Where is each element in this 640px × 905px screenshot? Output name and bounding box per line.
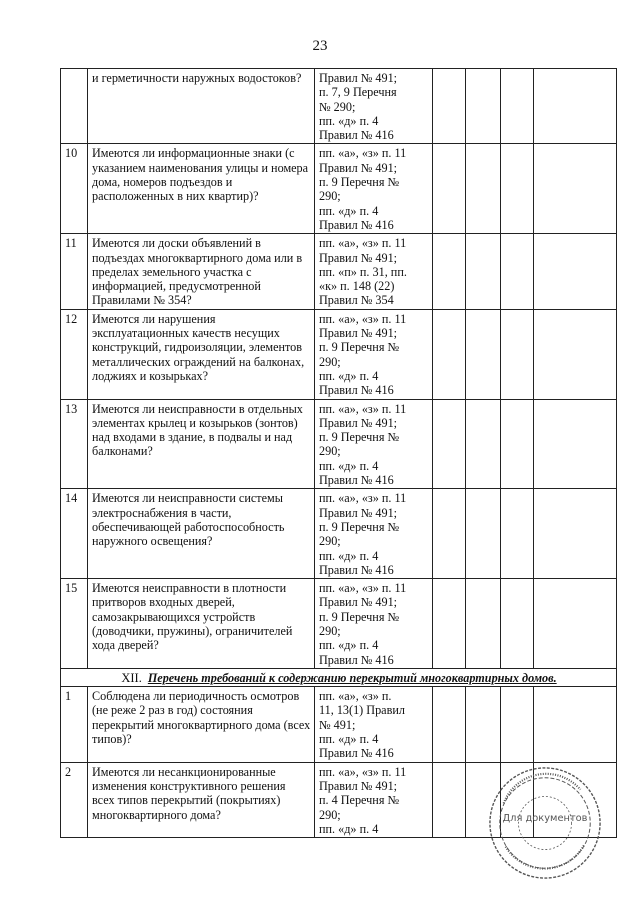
reference-line: Правил № 491; [319,160,398,175]
answer-cell [466,687,501,762]
answer-cell [433,687,466,762]
reference-line: Правил № 491; [319,778,398,793]
answer-cell [433,234,466,309]
reference-line: пп. «д» п. 4 [319,821,379,836]
answer-cell [433,69,466,144]
table-row [61,69,617,144]
answer-cell [534,579,617,669]
reference-line: пп. «а», «з» п. 11 [319,581,407,596]
answer-cell [534,309,617,399]
item-legal-references [315,489,433,579]
item-question: Имеются ли несанкционированные изменения конструктивного решения всех типов перекрытий (покрытиях) многоквартирного дома? [88,762,315,837]
reference-line: 290; [319,189,341,204]
answer-cell [501,399,534,489]
item-number: 11 [61,234,88,309]
answer-cell [501,234,534,309]
item-number: 14 [61,489,88,579]
reference-line: пп. «а», «з» п. 11 [319,401,407,416]
reference-line: Правил № 491; [319,250,398,265]
table-row [61,489,617,579]
reference-line: Правил № 491; [319,326,398,341]
document-stamp [486,764,604,882]
reference-line: п. 4 Перечня № [319,793,400,808]
item-question: Имеются ли доски объявлений в подъездах многоквартирного дома или в пределах земельного участка с информацией, предусмотренной Правилами № 354? [88,234,315,309]
table-row [61,234,617,309]
reference-line: Правил № 416 [319,217,394,232]
item-number: 12 [61,309,88,399]
reference-line: Правил № 416 [319,652,394,667]
table-row [61,579,617,669]
item-number [61,69,88,144]
reference-line: Правил № 354 [319,293,394,308]
section-header-row [61,668,617,686]
reference-line: пп. «д» п. 4 [319,548,379,563]
table-row [61,687,617,762]
reference-line: Правил № 416 [319,473,394,488]
answer-cell [466,489,501,579]
reference-line: 290; [319,623,341,638]
item-legal-references [315,234,433,309]
item-legal-references [315,687,433,762]
answer-cell [534,69,617,144]
reference-line: пп. «д» п. 4 [319,113,379,128]
reference-line: пп. «а», «з» п. 11 [319,236,407,251]
item-legal-references [315,579,433,669]
item-legal-references [315,69,433,144]
item-legal-references [315,144,433,234]
item-question: Имеются ли нарушения эксплуатационных качеств несущих конструкций, гидроизоляции, элементов металлических ограждений на балконах, лоджиях и козырьках? [88,309,315,399]
answer-cell [466,144,501,234]
answer-cell [501,579,534,669]
reference-line: Правил № 491; [319,71,398,85]
reference-line: пп. «а», «з» п. 11 [319,491,407,506]
item-number: 2 [61,762,88,837]
answer-cell [501,144,534,234]
reference-line: Правил № 491; [319,505,398,520]
reference-line: пп. «а», «з» п. 11 [319,764,407,779]
reference-line: пп. «п» п. 31, пп. [319,264,407,279]
item-question: Имеются ли неисправности в отдельных элементах крылец и козырьков (зонтов) над входами в здание, в подвалы и над балконами? [88,399,315,489]
reference-line: Правил № 416 [319,128,394,143]
reference-line: Правил № 491; [319,595,398,610]
item-legal-references [315,399,433,489]
answer-cell [433,144,466,234]
answer-cell [534,399,617,489]
item-number: 10 [61,144,88,234]
answer-cell [501,309,534,399]
reference-line: Правил № 416 [319,746,394,761]
answer-cell [501,489,534,579]
item-question: и герметичности наружных водостоков? [88,69,315,144]
page-number: 23 [312,38,328,54]
reference-line: Правил № 416 [319,383,394,398]
section-title: Перечень требований к содержанию перекрытий многоквартирных домов. [147,670,557,685]
item-question: Соблюдена ли периодичность осмотров (не реже 2 раз в год) состояния перекрытий многоквартирного дома (всех типов)? [88,687,315,762]
reference-line: «к» п. 148 (22) [319,279,395,294]
answer-cell [466,579,501,669]
section-numeral: XII. [121,670,142,685]
reference-line: п. 9 Перечня № [319,340,400,355]
reference-line: п. 9 Перечня № [319,430,400,445]
section-header [61,668,617,686]
reference-line: 290; [319,807,341,822]
item-question: Имеются ли информационные знаки (с указанием наименования улицы и номера дома, номеров подъездов и расположенных в них квартир)? [88,144,315,234]
reference-line: 290; [319,354,341,369]
reference-line: пп. «а», «з» п. 11 [319,311,407,326]
table-row [61,144,617,234]
reference-line: пп. «д» п. 4 [319,368,379,383]
answer-cell [534,687,617,762]
table-row [61,399,617,489]
reference-line: Правил № 491; [319,415,398,430]
answer-cell [501,687,534,762]
reference-line: п. 9 Перечня № [319,609,400,624]
reference-line: пп. «д» п. 4 [319,458,379,473]
answer-cell [466,399,501,489]
answer-cell [466,234,501,309]
item-number: 1 [61,687,88,762]
answer-cell [501,69,534,144]
checklist-table [60,68,617,838]
answer-cell [433,309,466,399]
reference-line: 11, 13(1) Правил [319,703,405,718]
reference-line: п. 9 Перечня № [319,519,400,534]
reference-line: пп. «а», «з» п. 11 [319,146,407,161]
table-row [61,309,617,399]
reference-line: п. 7, 9 Перечня [319,85,397,100]
item-question: Имеются ли неисправности системы электроснабжения в части, обеспечивающей работоспособность наружного освещения? [88,489,315,579]
answer-cell [433,579,466,669]
reference-line: пп. «д» п. 4 [319,203,379,218]
item-question: Имеются неисправности в плотности притворов входных дверей, самозакрывающихся устройств (доводчики, пружины), ограничителей хода дверей? [88,579,315,669]
answer-cell [433,399,466,489]
answer-cell [534,144,617,234]
reference-line: 290; [319,534,341,549]
reference-line: Правил № 416 [319,562,394,577]
item-number: 15 [61,579,88,669]
reference-line: п. 9 Перечня № [319,175,400,190]
reference-line: пп. «д» п. 4 [319,732,379,747]
item-number: 13 [61,399,88,489]
reference-line: 290; [319,444,341,459]
answer-cell [433,762,466,837]
reference-line: № 491; [319,717,356,732]
answer-cell [433,489,466,579]
answer-cell [466,69,501,144]
reference-line: № 290; [319,99,356,114]
answer-cell [534,489,617,579]
answer-cell [534,234,617,309]
reference-line: пп. «а», «з» п. [319,689,392,704]
reference-line: пп. «д» п. 4 [319,638,379,653]
item-legal-references [315,309,433,399]
answer-cell [466,309,501,399]
stamp-text-line1: Для документов [502,813,588,825]
item-legal-references [315,762,433,837]
